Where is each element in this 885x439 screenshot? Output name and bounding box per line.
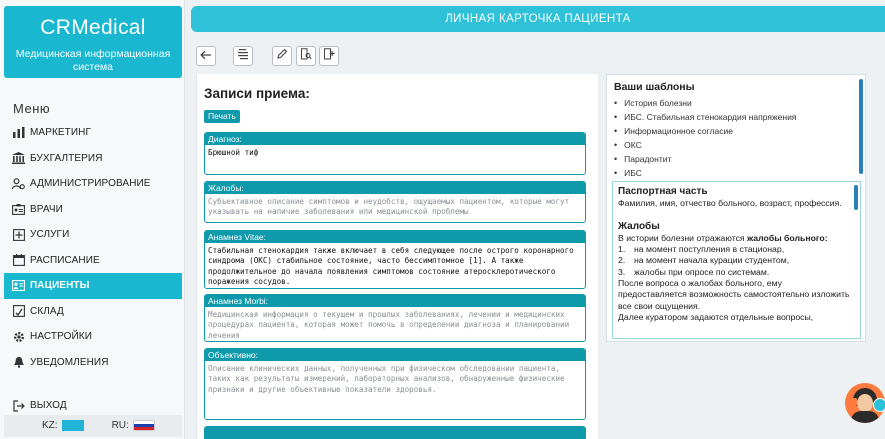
field-placeholder: Субъективное описание симптомов и неудобств, ощущаемых пациентом, которые могут указывать на наличие заболевания или медицинской проблемы (208, 197, 574, 217)
chat-badge-icon[interactable] (873, 398, 885, 412)
templates-panel (606, 74, 866, 342)
visit-records-panel (196, 74, 598, 439)
print-button[interactable]: Печать (204, 110, 240, 123)
complaints-list (618, 244, 852, 278)
field-value: Брюшной тиф (208, 148, 259, 157)
lang-ru[interactable] (112, 420, 155, 431)
sidebar-item-marketing[interactable] (4, 120, 182, 146)
templates-scrollbar[interactable] (859, 79, 863, 174)
complaints-intro (618, 233, 852, 244)
complaints-heading: Жалобы (618, 220, 660, 232)
view-document-button[interactable] (296, 46, 316, 66)
list-number: 3. (618, 266, 626, 277)
sidebar-item-doctors[interactable] (4, 197, 182, 223)
language-switcher (4, 415, 182, 437)
toolbar (191, 40, 885, 72)
list-number: 2. (618, 255, 626, 266)
list-text: на момент поступления в стационар, (634, 244, 785, 255)
edit-button[interactable] (272, 46, 292, 66)
list-number: 1. (618, 244, 626, 255)
sidebar-item-label: СКЛАД (30, 305, 64, 317)
brand-block[interactable] (4, 6, 182, 78)
sidebar-item-warehouse[interactable] (4, 299, 182, 325)
lang-kz-label: KZ: (42, 420, 58, 432)
template-item[interactable]: • ИБС. Стабильная стенокардия напряжения (614, 110, 796, 124)
complaints-after: После вопроса о жалобах больного, ему предоставляется возможность самостоятельно изложить все свои ощущения. (618, 278, 850, 311)
kz-flag-icon (62, 420, 84, 431)
add-document-icon (323, 47, 335, 65)
brand-subtitle: Медицинская информационная система (15, 48, 171, 73)
lang-kz[interactable] (42, 420, 84, 431)
preview-scrollbar[interactable] (854, 185, 858, 210)
template-item[interactable]: • Парадонтит (614, 152, 796, 166)
edit-pencil-icon (276, 47, 288, 65)
sidebar-item-accounting[interactable] (4, 146, 182, 172)
list-button[interactable] (233, 46, 253, 66)
template-preview (612, 181, 861, 339)
field-placeholder: Описание клинических данных, полученных при физическом обследовании пациента, таких как результаты измерений, лабораторных анализов, обнаруженные физические признаки и другие объективные показатели здоровья. (208, 364, 570, 394)
calendar-icon (12, 254, 25, 267)
sidebar-item-label: ВЫХОД (30, 400, 67, 412)
sidebar-item-notifications[interactable] (4, 350, 182, 376)
sidebar-item-label: РАСПИСАНИЕ (30, 254, 100, 266)
template-item[interactable]: • ИБС (614, 166, 796, 180)
sidebar-item-label: ВРАЧИ (30, 203, 63, 215)
template-item[interactable]: • ОКС (614, 138, 796, 152)
menu-title: Меню (13, 101, 51, 116)
avatar-body (851, 411, 879, 423)
passport-heading: Паспортная часть (618, 186, 708, 197)
field-label: Анамнез Vitae: (205, 231, 585, 243)
anamnesis-vitae-field[interactable] (204, 230, 586, 289)
page-title: ЛИЧНАЯ КАРТОЧКА ПАЦИЕНТА (445, 13, 631, 25)
complaints-tail: Далее куратором задаются отдельные вопросы, (618, 311, 814, 322)
sidebar-item-services[interactable] (4, 222, 182, 248)
field-label: Жалобы: (205, 182, 585, 194)
complaints-field[interactable] (204, 181, 586, 223)
patient-card-icon (12, 279, 25, 292)
ru-flag-icon (133, 420, 155, 431)
sidebar-item-label: НАСТРОЙКИ (30, 331, 92, 343)
sidebar-item-schedule[interactable] (4, 248, 182, 274)
complaints-list-item (618, 244, 852, 255)
list-text: жалобы при опросе по системам. (634, 266, 770, 277)
avatar-face (857, 394, 873, 412)
next-field[interactable] (204, 426, 586, 439)
complaints-list-item (618, 267, 852, 278)
bar-chart-icon (12, 126, 25, 139)
field-label: Анамнез Morbi: (205, 295, 585, 307)
gear-icon (12, 330, 25, 343)
back-button[interactable] (196, 46, 216, 66)
sidebar-item-settings[interactable] (4, 324, 182, 350)
plus-square-icon (12, 228, 25, 241)
field-label: Диагноз: (205, 133, 585, 145)
complaints-list-item (618, 255, 852, 266)
bank-icon (12, 152, 25, 165)
field-value: Стабильная стенокардия также включает в себя следующее после острого коронарного синдрома (ОКС) стабильное состояние, часто бессимптомное [1]. А также продолжительное до начала появления симптомов состояние атеросклеротического поражения сосудов. (208, 246, 579, 286)
id-card-icon (12, 203, 25, 216)
templates-title: Ваши шаблоны (614, 81, 695, 93)
template-preview-content (618, 186, 852, 323)
template-item[interactable]: • Информационное согласие (614, 124, 796, 138)
sidebar-item-label: МАРКЕТИНГ (30, 127, 91, 139)
sidebar (0, 0, 185, 439)
warehouse-icon (12, 305, 25, 318)
objective-field[interactable] (204, 348, 586, 420)
sidebar-item-label: БУХГАЛТЕРИЯ (30, 152, 103, 164)
brand-logo: CRMedical (40, 16, 146, 39)
sidebar-item-patients[interactable] (4, 273, 182, 299)
add-document-button[interactable] (319, 46, 339, 66)
sidebar-item-label: АДМИНИСТРИРОВАНИЕ (30, 178, 151, 190)
headset-icon (852, 398, 857, 406)
sidebar-item-administration[interactable] (4, 171, 182, 197)
templates-list (614, 96, 796, 180)
visit-records-title: Записи приема: (204, 86, 310, 101)
lang-ru-label: RU: (111, 420, 129, 432)
list-icon (237, 47, 249, 65)
page-header (191, 6, 885, 32)
back-arrow-icon (200, 47, 212, 65)
document-search-icon (300, 47, 312, 65)
diagnosis-field[interactable] (204, 132, 586, 175)
anamnesis-morbi-field[interactable] (204, 294, 586, 342)
list-text: на момент начала курации студентом, (634, 255, 790, 266)
field-label (205, 427, 585, 439)
field-placeholder: Медицинская информация о текущем и прошлых заболеваниях, лечении и медицинских процедурах пациента, которая может помочь в определении диагноза и планировании лечения (208, 310, 574, 340)
sidebar-item-label: ПАЦИЕНТЫ (30, 280, 90, 292)
logout-icon (12, 399, 25, 412)
sidebar-menu (4, 120, 182, 412)
field-label: Объективно: (205, 349, 585, 361)
complaints-intro-text: В истории болезни отражаются (618, 232, 748, 243)
passport-text: Фамилия, имя, отчество больного, возраст, профессия. (618, 198, 842, 209)
sidebar-item-label: УСЛУГИ (30, 229, 70, 241)
sidebar-item-label: УВЕДОМЛЕНИЯ (30, 356, 109, 368)
template-item[interactable]: • История болезни (614, 96, 796, 110)
complaints-intro-bold: жалобы больного: (747, 232, 828, 243)
users-cog-icon (12, 177, 25, 190)
bell-icon (12, 356, 25, 369)
